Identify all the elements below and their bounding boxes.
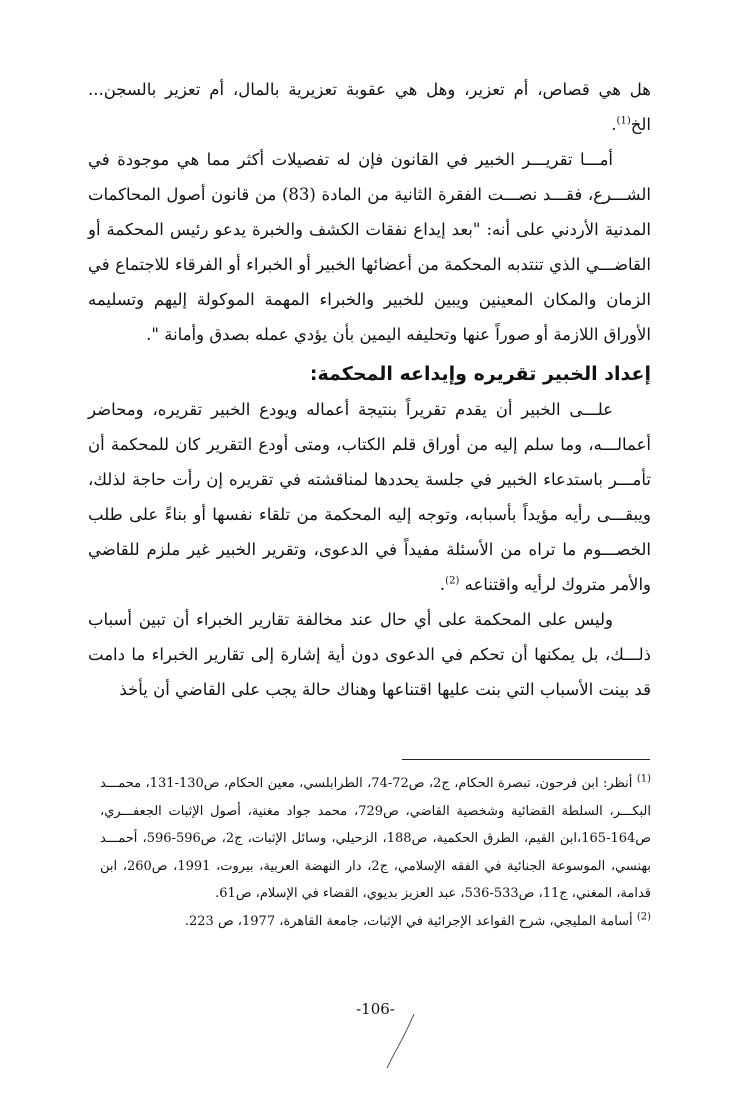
footnote-1-text: أنظر: ابن فرحون، تبصرة الحكام، ج2، ص72-74، الطرابلسي، معين الحكام، ص130-131، محمـــد البكـــر، السلطة القضائية وشخصية القاضي، ص729، محمد جواد مغنية، أصول الإثبات الجعفـــري، ص164-165،ابن القيم، الطرق الحكمية، ص188، الزحيلي، وسائل الإثبات، ج2، ص596-596، أحمـــد بهنسي، الموسوعة الجنائية في الفقه الإسلامي، ج2، دار النهضة العربية، بيروت، 1991، ص260، ابن قدامة، المغني، ج11، ص533-536، عبد العزيز بديوي، القضاء في الإسلام، ص61. — [100, 776, 652, 901]
footnote-2 — [100, 908, 651, 936]
paragraph-3-text: علـــى الخبير أن يقدم تقريراً بنتيجة أعماله ويودع الخبير تقريره، ومحاضر أعمالـــه، وما سلم إليه من أوراق قلم الكتاب، ومتى أودع التقرير كان للمحكمة أن تأمـــر باستدعاء الخبير في جلسة يحددها لمناقشته في تقريره إن رأت حاجة لذلك، ويبقـــى رأيه مؤيداً بأسبابه، وتوجه إليه المحكمة من تلقاء نفسها أو بناءً على طلب الخصـــوم ما تراه من الأسئلة مفيداً في الدعوى، وتقرير الخبير غير ملزم للقاضي والأمر متروك لرأيه واقتناعه — [88, 400, 651, 594]
paragraph-3-end: . — [439, 575, 446, 594]
pen-mark-icon — [380, 1010, 420, 1070]
paragraph-1-end: . — [611, 115, 617, 134]
paragraph-1 — [88, 72, 651, 142]
paragraph-4: وليس على المحكمة على أي حال عند مخالفة تقارير الخبراء أن تبين أسباب ذلـــك، بل يمكنها أن تحكم في الدعوى دون أية إشارة إلى تقارير الخبراء ما دامت قد بينت الأسباب التي بنت عليها اقتناعها وهناك حالة يجب على القاضي أن يأخذ — [88, 610, 651, 699]
footnotes — [100, 770, 651, 935]
footnote-2-ref: (2) — [636, 911, 651, 923]
footnote-divider — [402, 759, 650, 760]
footnote-1-ref: (1) — [636, 773, 652, 785]
footnote-ref-1[interactable]: (1) — [616, 115, 631, 127]
paragraph-3 — [88, 392, 651, 602]
page-number: -106- — [356, 1000, 395, 1018]
section-heading: إعداد الخبير تقريره وإيداعه المحكمة: — [309, 363, 651, 385]
paragraph-2: أمـــا تقريـــر الخبير في القانون فإن له تفصيلات أكثر مما هي موجودة في الشـــرع، فقـــد نصـــت الفقرة الثانية من المادة (83) من قانون أصول المحاكمات المدنية الأردني على أنه: "بعد إيداع نفقات الكشف والخبرة يدعو رئيس المحكمة أو القاضـــي الذي تنتدبه المحكمة من أعضائها الخبير أو الخبراء أو الفرقاء للاجتماع في الزمان والمكان المعينين ويبين للخبير والخبراء المهمة الموكولة إليهم وتسليمه الأوراق اللازمة أو صوراً عنها وتحليفه اليمين بأن يؤدي عمله بصدق وأمانة ". — [88, 150, 651, 344]
footnote-ref-2[interactable]: (2) — [445, 575, 460, 587]
footnote-2-text: أسامة المليجي، شرح القواعد الإجرائية في الإثبات، جامعة القاهرة، 1977، ص 223. — [184, 913, 633, 929]
footnote-1 — [100, 770, 651, 908]
paragraph-1-text: هل هي قصاص، أم تعزير، وهل هي عقوبة تعزيرية بالمال، أم تعزير بالسجن... الخ — [88, 80, 651, 134]
main-text — [88, 72, 651, 707]
